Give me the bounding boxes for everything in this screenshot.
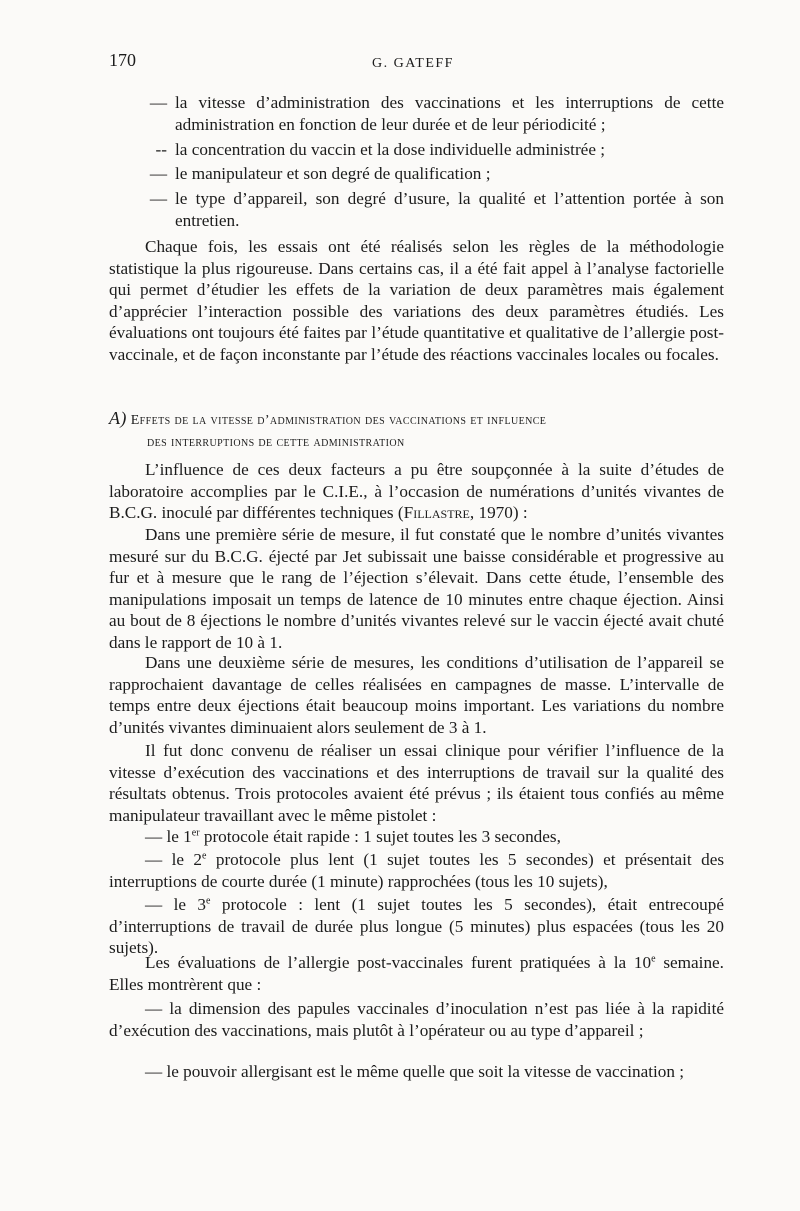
result-item: — la dimension des papules vaccinales d’inoculation n’est pas liée à la rapidité d’exécution des vaccinations, mais plutôt à l’opérateur ou au type d’appareil ; [109, 999, 724, 1040]
paragraph-trial: Il fut donc convenu de réaliser un essai clinique pour vérifier l’influence de la vitesse d’exécution des vaccinations et des interruptions de travail sur la qualité des résultats obtenus. Trois protocoles avaient été prévus ; ils étaient tous confiés au même manipulateur travaillant avec le même pistolet : [109, 741, 724, 825]
list-item [109, 188, 724, 232]
citation-year: , 1970) : [469, 503, 528, 522]
section-heading [109, 407, 729, 454]
paragraph-series-2: Dans une deuxième série de mesures, les conditions d’utilisation de l’appareil se rapprochaient davantage de celles réalisées en campagnes de masse. L’intervalle de temps entre deux éjections était beaucoup moins important. Les variations du nombre d’unités vivantes diminuaient alors seulement de 3 à 1. [109, 653, 724, 737]
protocol-text: protocole : lent (1 sujet toutes les 5 secondes), était entrecoupé d’interruptions de travail de durée plus longue (5 minutes) plus espacées (tous les 20 sujets). [109, 895, 725, 957]
section-letter: A) [109, 408, 127, 428]
citation-author: Fillastre [403, 503, 470, 522]
paragraph-influence [109, 459, 724, 524]
list-dash: — [149, 164, 167, 183]
paragraph-influence-text: L’influence de ces deux facteurs a pu être soupçonnée à la suite d’études de laboratoire accomplies par le C.I.E., à l’occasion de numérations d’unités vivantes de B.C.G. inoculé par différentes techniques ( [109, 460, 724, 522]
page-number: 170 [109, 50, 136, 70]
paragraph-evaluation [109, 952, 724, 995]
paragraph-evaluation-text: Les évaluations de l’allergie post-vaccinales furent pratiquées à la 10 [145, 953, 652, 972]
list-item [109, 92, 724, 136]
running-head: G. GATEFF [372, 56, 454, 71]
list-item [109, 139, 724, 161]
list-dash: — [149, 188, 167, 208]
list-item-text: le type d’appareil, son degré d’usure, la qualité et l’attention portée à son entretien. [175, 188, 724, 230]
protocol-prefix: — le 1 [145, 827, 192, 846]
protocol-item [109, 849, 724, 892]
list-item-text: le manipulateur et son degré de qualification ; [175, 164, 491, 183]
evaluation-ordinal: e [651, 953, 656, 965]
protocol-item [109, 826, 724, 848]
protocol-ordinal: e [202, 850, 207, 862]
section-title-line1: Effets de la vitesse d’administration des vaccinations et influence [130, 413, 547, 428]
paragraph-series-1: Dans une première série de mesure, il fut constaté que le nombre d’unités vivantes mesuré sur du B.C.G. éjecté par Jet subissait une baisse considérable et progressive au fur et à mesure que le rang de l’éjection s’élevait. Dans cette étude, l’ensemble des manipulations imposait un temps de latence de 10 minutes entre chaque éjection. Ainsi au bout de 8 éjections le nombre d’unités vivantes relevé sur le vaccin éjecté avait chuté dans le rapport de 10 à 1. [109, 525, 724, 652]
protocol-text: protocole plus lent (1 sujet toutes les 5 secondes) et présentait des interruptions de courte durée (1 minute) rapprochées (tous les 10 sujets), [109, 850, 725, 891]
protocol-prefix: — le 2 [145, 850, 202, 869]
list-item [109, 163, 724, 185]
section-title-line2: des interruptions de cette administration [147, 435, 405, 450]
protocol-ordinal: er [191, 827, 200, 839]
protocol-ordinal: e [206, 895, 211, 907]
result-item: — le pouvoir allergisant est le même quelle que soit la vitesse de vaccination ; [145, 1062, 685, 1081]
protocol-item [109, 894, 724, 959]
list-dash: — [149, 93, 167, 112]
factor-list [109, 92, 724, 234]
paragraph-evaluation-text-end: semaine. Elles montrèrent que : [109, 953, 724, 994]
list-item-text: la concentration du vaccin et la dose individuelle administrée ; [175, 139, 606, 159]
list-dash: -- [155, 139, 167, 159]
list-item-text: la vitesse d’administration des vaccinations et les interruptions de cette administration en fonction de leur durée et de leur périodicité ; [175, 93, 724, 134]
protocol-text: protocole était rapide : 1 sujet toutes les 3 secondes, [199, 827, 561, 846]
protocol-prefix: — le 3 [145, 895, 207, 914]
paragraph-methodology: Chaque fois, les essais ont été réalisés selon les règles de la méthodologie statistique la plus rigoureuse. Dans certains cas, il a été fait appel à l’analyse factorielle qui permet d’étudier les effets de la variation de deux paramètres mais également d’apprécier l’interaction possible des variations des deux paramètres étudiés. Les évaluations ont toujours été faites par l’étude quantitative et qualitative de l’allergie post-vaccinale, et de façon inconstante par l’étude des réactions vaccinales locales ou focales. [109, 237, 724, 364]
